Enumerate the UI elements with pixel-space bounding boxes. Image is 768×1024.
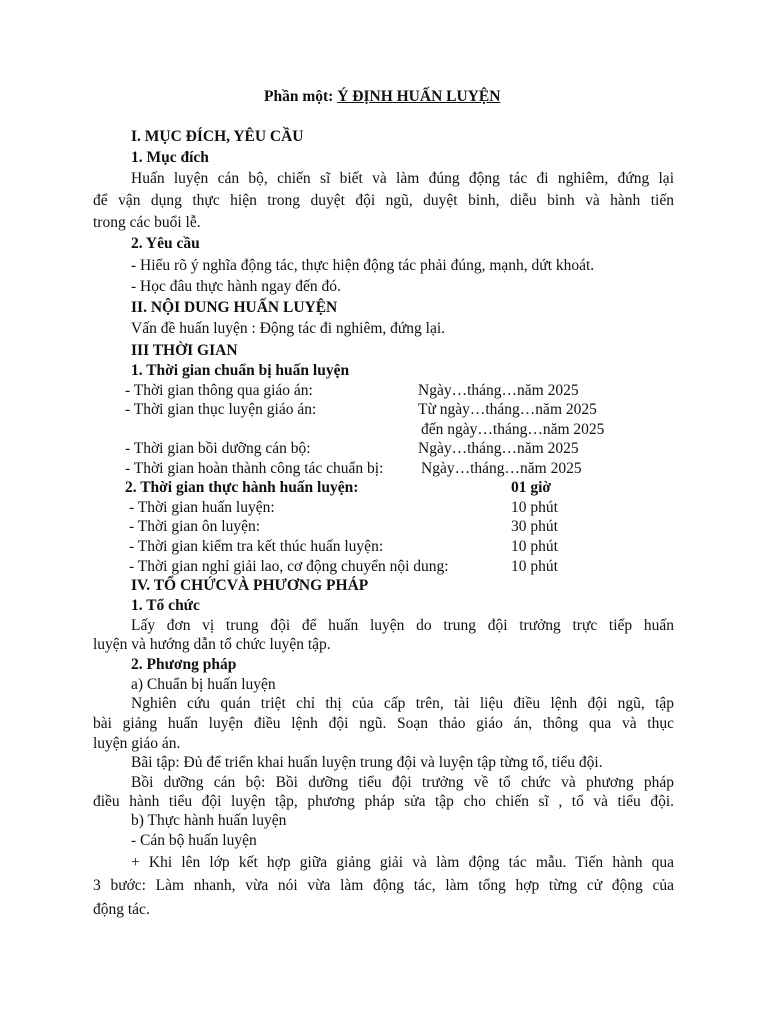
method-line-3: động tác. xyxy=(93,901,150,918)
prep-row-5-label: - Thời gian hoàn thành công tác chuẩn bị: xyxy=(125,460,384,477)
item-b-practice: b) Thực hành huấn luyện xyxy=(131,812,287,829)
practice-row-1-label: - Thời gian huấn luyện: xyxy=(129,499,275,516)
practice-row-2-label: - Thời gian ôn luyện: xyxy=(129,518,261,535)
subheading-prep-time: 1. Thời gian chuẩn bị huấn luyện xyxy=(131,362,350,379)
prep-row-1-label: - Thời gian thông qua giáo án: xyxy=(125,382,313,399)
purpose-line-2: để vận dụng thực hiện trong duyệt đội ngũ, duyệt binh, diễu binh và hành tiến xyxy=(93,192,674,209)
requirement-2: - Học đâu thực hành ngay đến đó. xyxy=(131,278,341,295)
research-line-2: bài giảng huấn luyện điều lệnh đội ngũ. Soạn thảo giáo án, thông qua và thục xyxy=(93,715,674,732)
practice-row-3-value: 10 phút xyxy=(511,538,558,555)
prep-row-1-value: Ngày…tháng…năm 2025 xyxy=(418,382,579,399)
practice-row-4-label: - Thời gian nghỉ giải lao, cơ động chuyển nội dung: xyxy=(129,558,449,575)
subheading-organization: 1. Tổ chức xyxy=(131,597,200,614)
title-prefix: Phần một: xyxy=(264,88,338,105)
prep-row-4-label: - Thời gian bồi dưỡng cán bộ: xyxy=(125,440,311,457)
subheading-requirements: 2. Yêu cầu xyxy=(131,235,200,252)
practice-row-1-value: 10 phút xyxy=(511,499,558,516)
item-a-prepare: a) Chuẩn bị huấn luyện xyxy=(131,676,276,693)
method-line-1: + Khi lên lớp kết hợp giữa giảng giải và làm động tác mẫu. Tiến hành qua xyxy=(131,854,674,871)
cadre-line: - Cán bộ huấn luyện xyxy=(131,832,257,849)
prep-row-2-value: Từ ngày…tháng…năm 2025 xyxy=(418,401,597,418)
practice-row-4-value: 10 phút xyxy=(511,558,558,575)
prep-row-5-value: Ngày…tháng…năm 2025 xyxy=(421,460,582,477)
org-line-2: luyện và hướng dẫn tổ chức luyện tập. xyxy=(93,636,331,653)
prep-row-4-value: Ngày…tháng…năm 2025 xyxy=(418,440,579,457)
research-line-3: luyện giáo án. xyxy=(93,735,181,752)
prep-row-3-value: đến ngày…tháng…năm 2025 xyxy=(421,421,605,438)
purpose-line-1: Huấn luyện cán bộ, chiến sĩ biết và làm đúng động tác đi nghiêm, đứng lại xyxy=(131,170,674,187)
practice-row-3-label: - Thời gian kiểm tra kết thúc huấn luyện: xyxy=(129,538,384,555)
subheading-method: 2. Phương pháp xyxy=(131,656,237,673)
practice-total-value: 01 giờ xyxy=(511,479,552,496)
section-heading-2: II. NỘI DUNG HUẤN LUYỆN xyxy=(131,299,338,316)
prep-row-2-label: - Thời gian thục luyện giáo án: xyxy=(125,401,317,418)
training-content: Vấn đề huấn luyện : Động tác đi nghiêm, đứng lại. xyxy=(131,320,446,337)
subheading-purpose: 1. Mục đích xyxy=(131,149,209,166)
section-heading-4: IV. TỔ CHỨCVÀ PHƯƠNG PHÁP xyxy=(131,577,369,594)
training-line-1: Bồi dưỡng cán bộ: Bồi dưỡng tiểu đội trưởng về tổ chức và phương pháp xyxy=(131,774,674,791)
title-main: Ý ĐỊNH HUẤN LUYỆN xyxy=(337,88,501,105)
page-title xyxy=(264,87,500,107)
requirement-1: - Hiểu rõ ý nghĩa động tác, thực hiện động tác phải đúng, mạnh, dứt khoát. xyxy=(131,257,595,274)
section-heading-1: I. MỤC ĐÍCH, YÊU CẦU xyxy=(131,128,304,145)
section-heading-3: III THỜI GIAN xyxy=(131,342,238,359)
org-line-1: Lấy đơn vị trung đội để huấn luyện do trung đội trưởng trực tiếp huấn xyxy=(131,617,674,634)
practice-row-2-value: 30 phút xyxy=(511,518,558,535)
subheading-practice-time: 2. Thời gian thực hành huấn luyện: xyxy=(125,479,359,496)
purpose-line-3: trong các buổi lễ. xyxy=(93,214,201,231)
research-line-1: Nghiên cứu quán triệt chỉ thị của cấp trên, tài liệu điều lệnh đội ngũ, tập xyxy=(131,695,674,712)
method-line-2: 3 bước: Làm nhanh, vừa nói vừa làm động tác, làm tổng hợp từng cử động của xyxy=(93,877,674,894)
training-line-2: điều hành tiểu đội luyện tập, phương pháp sửa tập cho chiến sĩ , tổ và tiểu đội. xyxy=(93,793,674,810)
practice-field-line: Bãi tập: Đủ để triển khai huấn luyện trung đội và luyện tập từng tổ, tiểu đội. xyxy=(131,754,603,771)
